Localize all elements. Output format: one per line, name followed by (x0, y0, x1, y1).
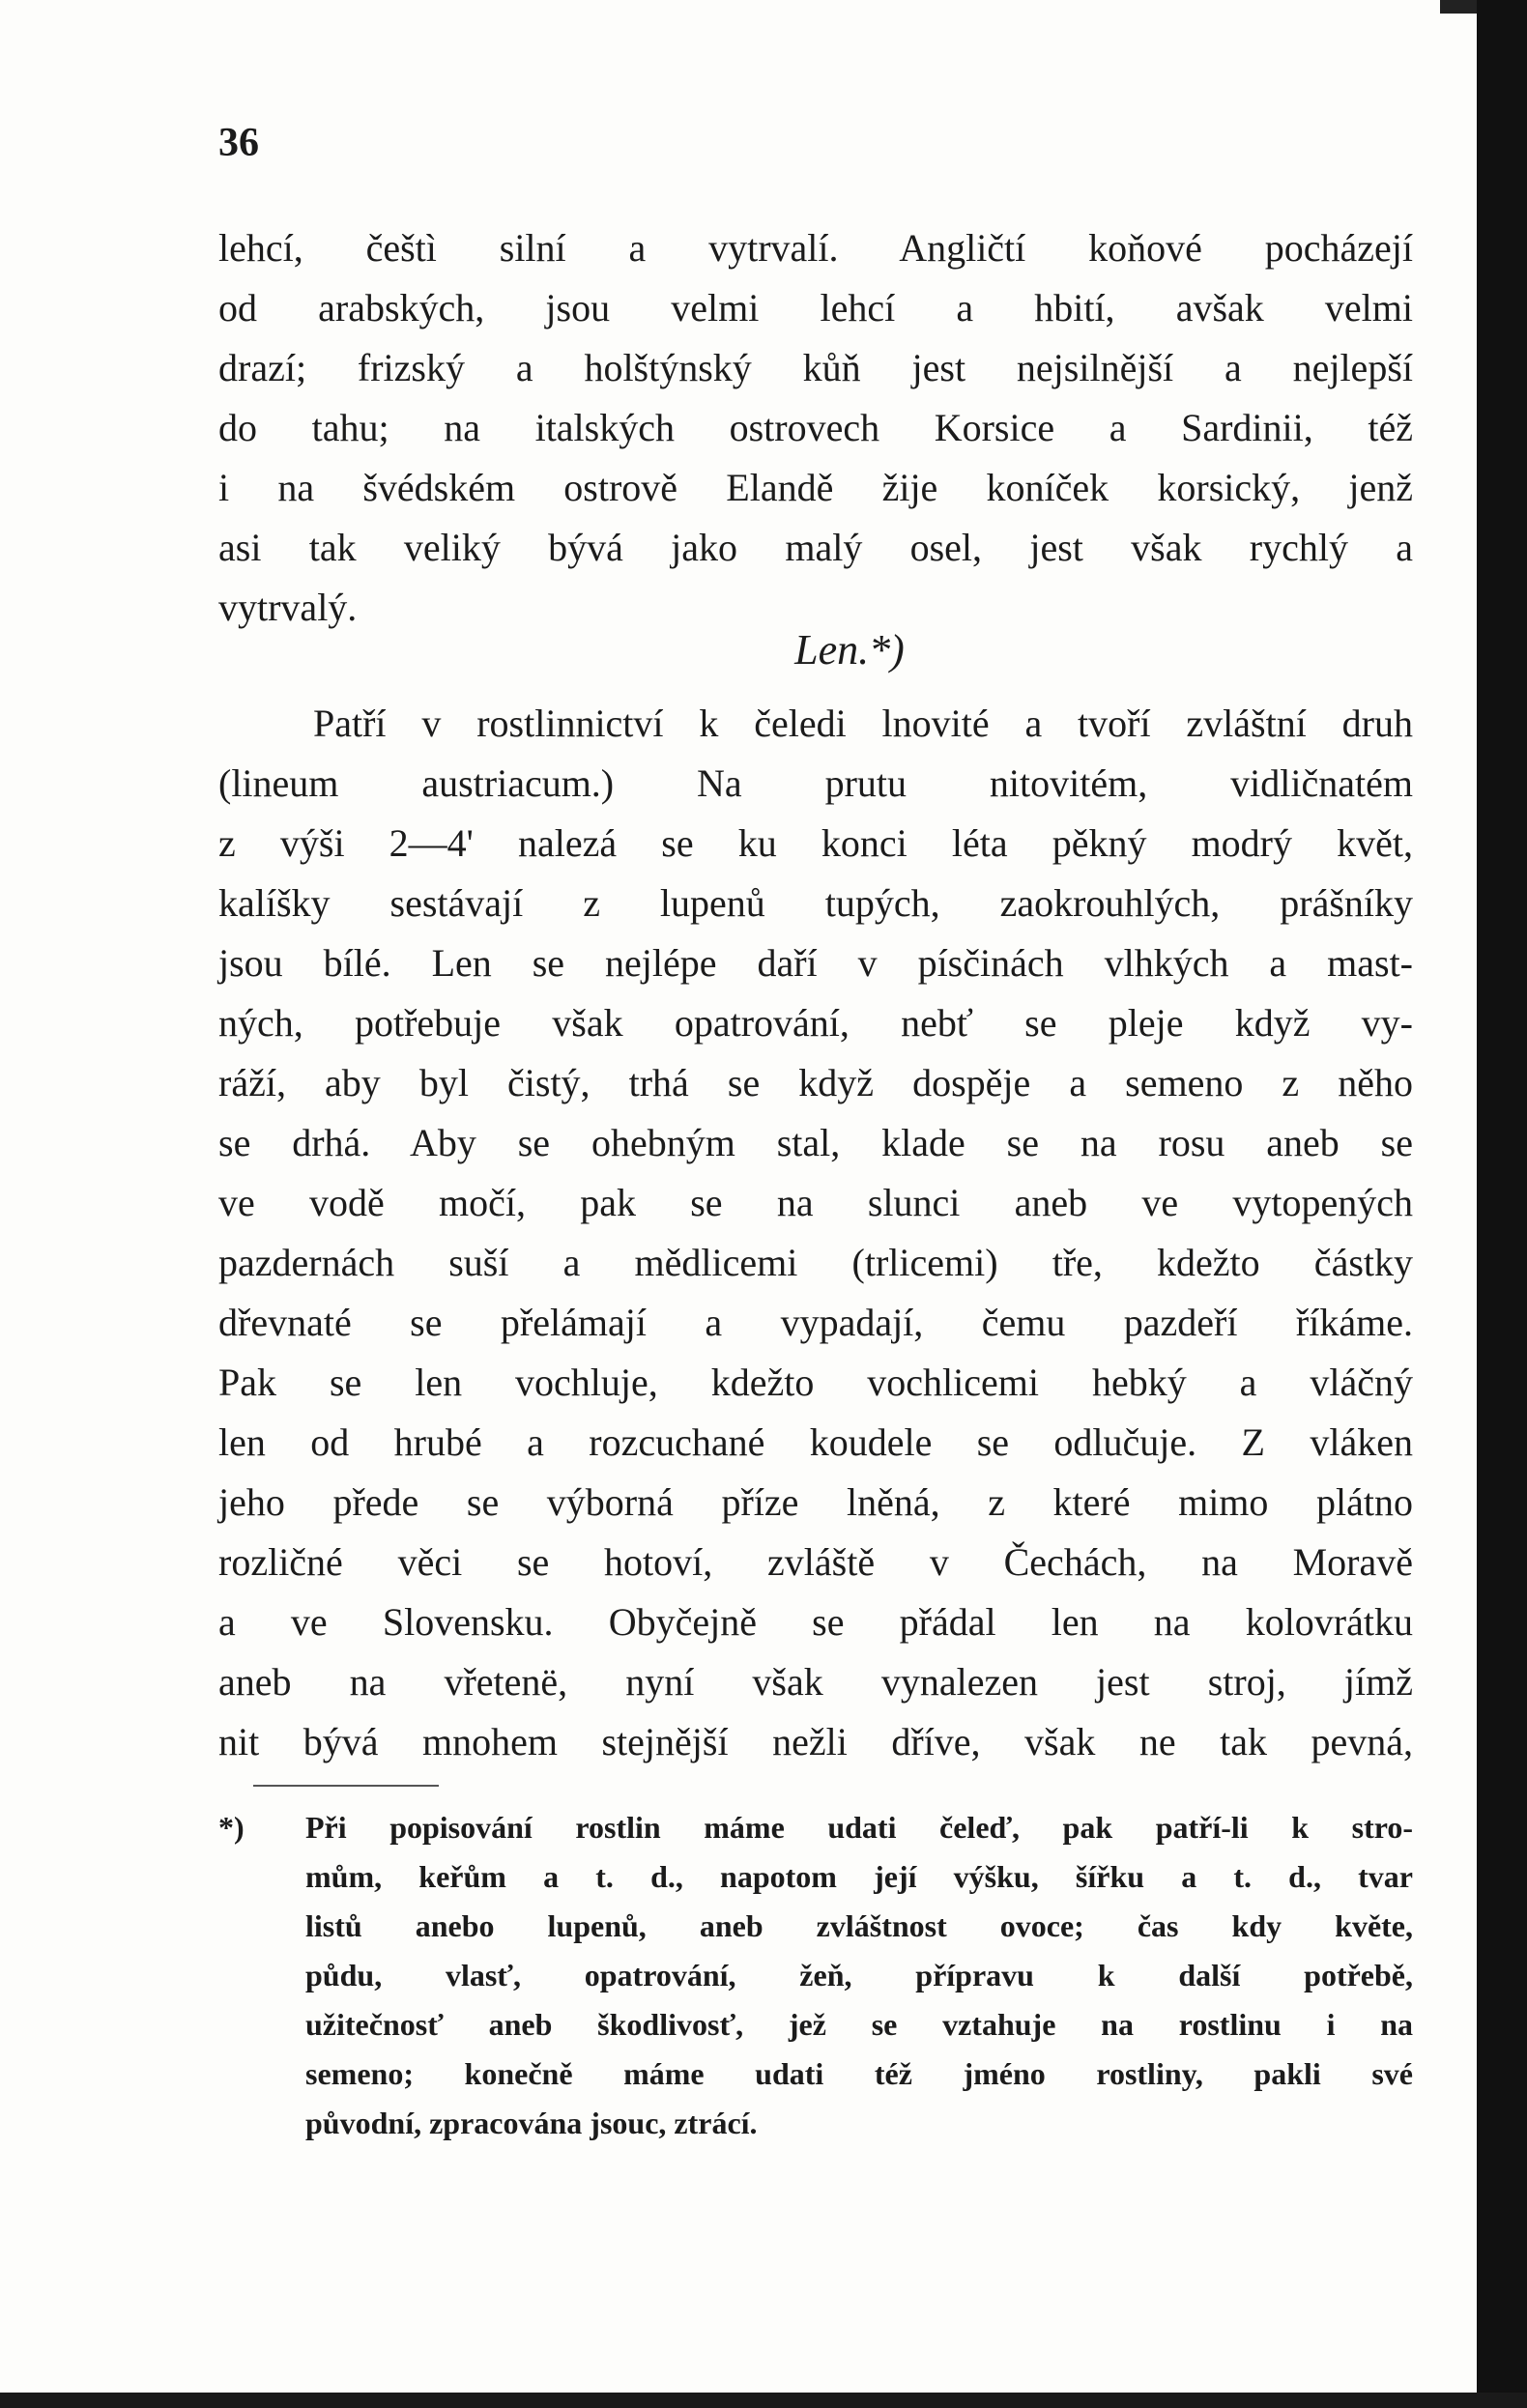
footnote-line: listů anebo lupenů, aneb zvláštnost ovoce; čas kdy květe, (305, 1908, 1413, 1943)
text-line: Patří v rostlinnictví k čeledi lnovité a tvoří zvláštní druh (313, 702, 1413, 745)
text-line: jeho přede se výborná příze lněná, z které mimo plátno (218, 1480, 1413, 1524)
text-line: lehcí, češtì silní a vytrvalí. Angličtí koňové pocházejí (218, 226, 1413, 270)
footnote-line: původní, zpracována jsouc, ztrácí. (305, 2106, 758, 2140)
text-line: Pak se len vochluje, kdežto vochlicemi hebký a vláčný (218, 1361, 1413, 1404)
scan-edge-right (1477, 0, 1527, 2408)
footnote-line: užitečnosť aneb škodlivosť, jež se vztahuje na rostlinu i na (305, 2007, 1413, 2042)
footnote-text: Při popisování rostlin máme udati čeleď, pak patří-li k stro- (305, 1810, 1413, 1845)
text-line: (lineum austriacum.) Na prutu nitovitém, vidličnatém (218, 761, 1413, 805)
footnote (218, 1803, 1413, 2148)
section-paragraph (218, 694, 1413, 1772)
footnote-line: mům, keřům a t. d., napotom její výšku, šířku a t. d., tvar (305, 1859, 1413, 1894)
text-line: kalíšky sestávají z lupenů tupých, zaokrouhlých, prášníky (218, 881, 1413, 925)
intro-paragraph (218, 218, 1413, 638)
text-line: vytrvalý. (218, 586, 358, 629)
text-line: aneb na vřetenë, nyní však vynalezen jest stroj, jímž (218, 1660, 1413, 1704)
text-line: i na švédském ostrově Elandě žije koníček korsický, jenž (218, 466, 1413, 509)
text-line: nit bývá mnohem stejnější nežli dříve, však ne tak pevná, (218, 1720, 1413, 1763)
text-line: od arabských, jsou velmi lehcí a hbití, avšak velmi (218, 286, 1413, 330)
text-line: se drhá. Aby se ohebným stal, klade se na rosu aneb se (218, 1121, 1413, 1164)
page-number: 36 (218, 121, 259, 165)
scan-edge-top (1440, 0, 1477, 14)
text-line: a ve Slovensku. Obyčejně se přádal len na kolovrátku (218, 1600, 1413, 1644)
section-heading: Len.*) (794, 626, 905, 674)
text-line: len od hrubé a rozcuchané koudele se odlučuje. Z vláken (218, 1420, 1413, 1464)
text-line: jsou bílé. Len se nejlépe daří v písčinách vlhkých a mast- (218, 941, 1413, 985)
text-line: asi tak veliký bývá jako malý osel, jest však rychlý a (218, 526, 1413, 569)
footnote-line: semeno; konečně máme udati též jméno rostliny, pakli své (305, 2056, 1413, 2091)
text-line: drazí; frizský a holštýnský kůň jest nejsilnější a nejlepší (218, 346, 1413, 389)
text-line: ve vodě močí, pak se na slunci aneb ve vytopených (218, 1181, 1413, 1224)
scan-edge-bottom (0, 2393, 1527, 2408)
text-line: ných, potřebuje však opatrování, nebť se pleje když vy- (218, 1001, 1413, 1045)
footnote-divider (253, 1785, 439, 1787)
text-line: pazdernách suší a mědlicemi (trlicemi) tře, kdežto částky (218, 1241, 1413, 1284)
text-line: do tahu; na italských ostrovech Korsice a Sardinii, též (218, 406, 1413, 449)
footnote-line: půdu, vlasť, opatrování, žeň, přípravu k další potřebě, (305, 1958, 1413, 1992)
text-line: ráží, aby byl čistý, trhá se když dospěje a semeno z něho (218, 1061, 1413, 1104)
text-line: rozličné věci se hotoví, zvláště v Čechách, na Moravě (218, 1540, 1413, 1584)
footnote-line (218, 1803, 1413, 1852)
footnote-marker: *) (218, 1810, 245, 1845)
text-line: dřevnaté se přelámají a vypadají, čemu pazdeří říkáme. (218, 1301, 1413, 1344)
text-line: z výši 2—4' nalezá se ku konci léta pěkný modrý květ, (218, 821, 1413, 865)
